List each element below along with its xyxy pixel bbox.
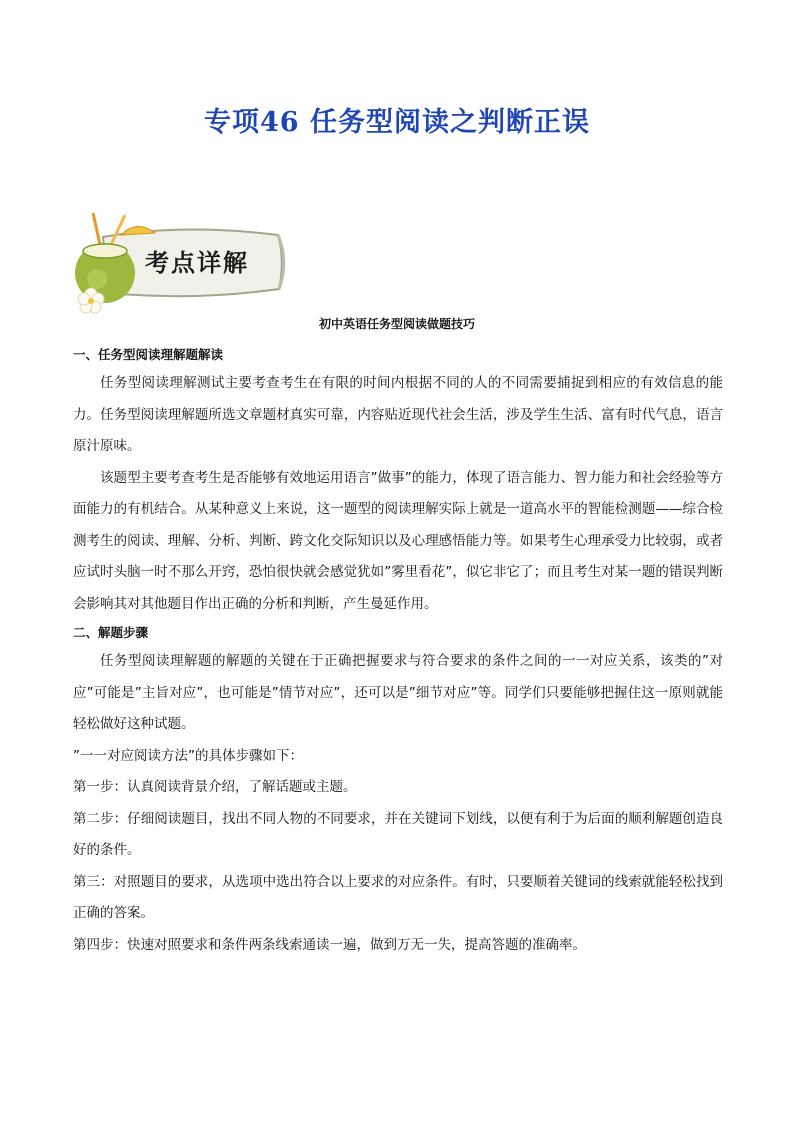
badge-label: 考点详解 bbox=[145, 248, 249, 277]
section1-heading: 一、任务型阅读理解题解读 bbox=[73, 347, 224, 362]
section1-paragraph-2: 该题型主要考查考生是否能够有效地运用语言”做事”的能力，体现了语言能力、智力能力和社会经验等方面能力的有机结合。从某种意义上来说，这一题型的阅读理解实际上就是一道高水平的智能检测题——综合检测考生的阅读、理解、分析、判断、跨文化交际知识以及心理感悟能力等。如果考生心理承受力比较弱，或者应试时头脑一时不那么开窍，恐怕很快就会感觉犹如”雾里看花”，似它非它了；而且考生对某一题的错误判断会影响其对其他题目作出正确的分析和判断，产生曼延作用。 bbox=[73, 469, 723, 612]
article-title: 初中英语任务型阅读做题技巧 bbox=[318, 317, 475, 331]
step-1: 第一步：认真阅读背景介绍，了解话题或主题。 bbox=[73, 779, 357, 795]
section1-paragraph-1: 任务型阅读理解测试主要考查考生在有限的时间内根据不同的人的不同需要捕捉到相应的有效信息的能力。任务型阅读理解题所选文章题材真实可靠，内容贴近现代社会生活，涉及学生生活、富有时代气息，语言原汁原味。 bbox=[73, 375, 723, 454]
step-3: 第三：对照题目的要求，从选项中选出符合以上要求的对应条件。有时，只要顺着关键词的线索就能轻松找到正确的答案。 bbox=[73, 873, 723, 921]
page-title: 专项46 任务型阅读之判断正误 bbox=[204, 107, 590, 138]
section2-paragraph-1: 任务型阅读理解题的解题的关键在于正确把握要求与符合要求的条件之间的一一对应关系，该类的”对应”可能是”主旨对应”，也可能是”情节对应”，还可以是”细节对应”等。同学们只要能够把握住这一原则就能轻松做好这种试题。 bbox=[73, 653, 723, 732]
step-2: 第二步：仔细阅读题目，找出不同人物的不同要求，并在关键词下划线，以便有利于为后面的顺利解题创造良好的条件。 bbox=[73, 810, 723, 858]
article-body bbox=[73, 342, 723, 961]
step-4: 第四步：快速对照要求和条件两条线索通读一遍，做到万无一失，提高答题的准确率。 bbox=[73, 936, 586, 953]
section2-paragraph-2: ”一一对应阅读方法”的具体步骤如下： bbox=[73, 747, 303, 764]
section2-heading: 二、解题步骤 bbox=[73, 625, 149, 640]
